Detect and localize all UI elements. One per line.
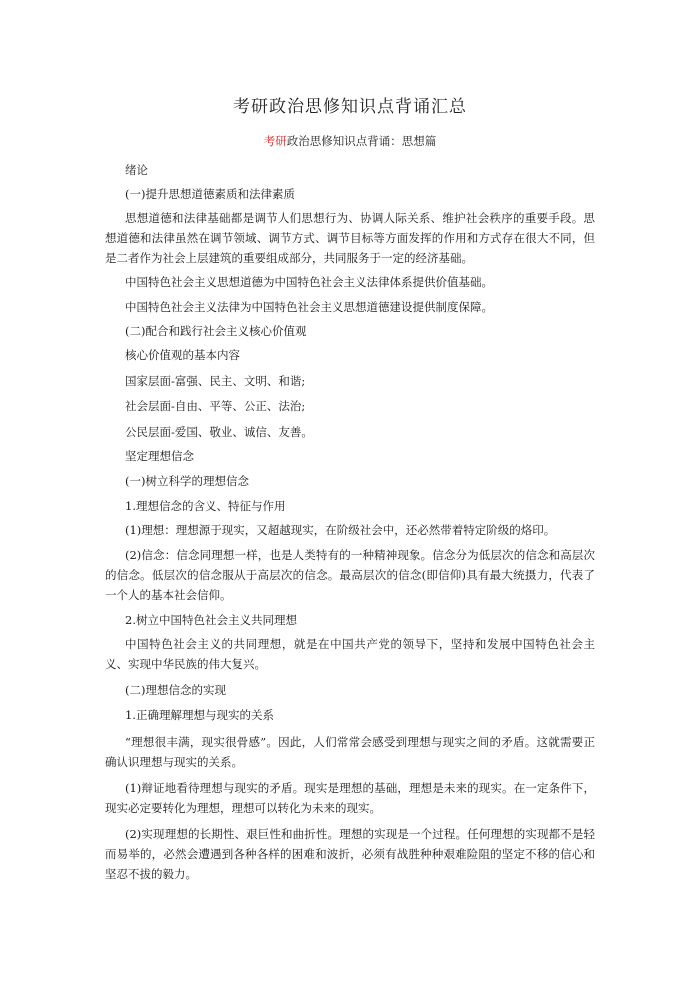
subtitle-text: 政治思修知识点背诵：思想篇	[286, 134, 437, 148]
page-title: 考研政治思修知识点背诵汇总	[233, 97, 467, 117]
subsection-heading: 1.理想信念的含义、特征与作用	[125, 499, 286, 513]
paragraph: 中国特色社会主义法律为中国特色社会主义思想道德建设提供制度保障。	[125, 300, 493, 314]
page-subtitle	[0, 133, 700, 149]
paragraph: 中国特色社会主义的共同理想，就是在中国共产党的领导下，坚持和发展中国特色社会主义、实现中华民族的伟大复兴。	[105, 637, 595, 671]
subsection-heading: (二)理想信念的实现	[125, 683, 226, 697]
subsection-heading: (一)提升思想道德素质和法律素质	[125, 187, 295, 201]
section-heading: 坚定理想信念	[125, 449, 194, 463]
paragraph: “理想很丰满，现实很骨感”。因此，人们常常会感受到理想与现实之间的矛盾。这就需要正确认识理想与现实的关系。	[105, 735, 595, 769]
subtitle-highlight: 考研	[263, 134, 287, 148]
paragraph: 中国特色社会主义思想道德为中国特色社会主义法律体系提供价值基础。	[125, 275, 493, 289]
paragraph: (1)辩证地看待理想与现实的矛盾。现实是理想的基础，理想是未来的现实。在一定条件下，现实必定要转化为理想，理想可以转化为未来的现实。	[105, 781, 595, 815]
paragraph: 核心价值观的基本内容	[125, 348, 240, 362]
subsection-heading: (一)树立科学的理想信念	[125, 474, 249, 488]
subsection-heading: 2.树立中国特色社会主义共同理想	[125, 613, 297, 627]
list-item: 国家层面-富强、民主、文明、和谐;	[125, 374, 306, 388]
list-item: 社会层面-自由、平等、公正、法治;	[125, 399, 306, 413]
section-heading: 绪论	[125, 163, 148, 177]
subsection-heading: (二)配合和践行社会主义核心价值观	[125, 324, 307, 338]
list-item: 公民层面-爱国、敬业、诚信、友善。	[125, 425, 313, 439]
paragraph: (2)信念：信念同理想一样，也是人类特有的一种精神现象。信念分为低层次的信念和高层次的信念。低层次的信念服从于高层次的信念。最高层次的信念(即信仰)具有最大统摄力，代表了一个人的基本社会信仰。	[105, 548, 595, 602]
subsection-heading: 1.正确理解理想与现实的关系	[125, 708, 274, 722]
paragraph: 思想道德和法律基础都是调节人们思想行为、协调人际关系、维护社会秩序的重要手段。思想道德和法律虽然在调节领域、调节方式、调节目标等方面发挥的作用和方式存在很大不同，但是二者作为社会上层建筑的重要组成部分，共同服务于一定的经济基础。	[105, 211, 595, 265]
paragraph: (2)实现理想的长期性、艰巨性和曲折性。理想的实现是一个过程。任何理想的实现都不是轻而易举的，必然会遭遇到各种各样的困难和波折，必须有战胜种种艰难险阻的坚定不移的信心和坚忍不拔的毅力。	[105, 827, 595, 881]
paragraph: (1)理想：理想源于现实，又超越现实，在阶级社会中，还必然带着特定阶级的烙印。	[125, 523, 556, 537]
